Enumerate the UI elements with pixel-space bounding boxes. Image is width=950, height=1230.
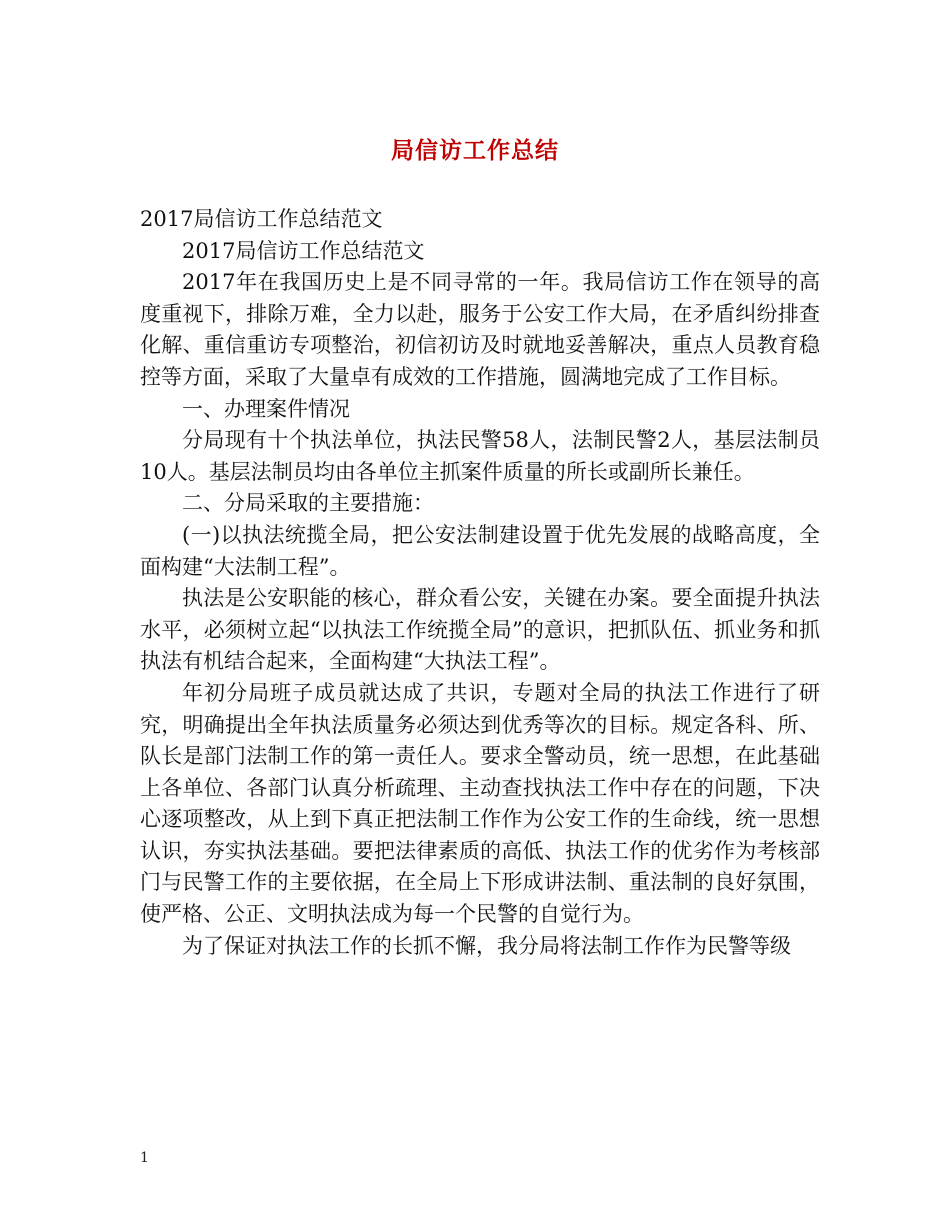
- subsection-heading: (一)以执法统揽全局，把公安法制建设置于优先发展的战略高度，全面构建“大法制工程”。: [140, 522, 820, 579]
- paragraph: 为了保证对执法工作的长抓不懈，我分局将法制工作作为民警等级: [182, 933, 791, 958]
- paragraph: 年初分局班子成员就达成了共识，专题对全局的执法工作进行了研究，明确提出全年执法质量务必须达到优秀等次的目标。规定各科、所、队长是部门法制工作的第一责任人。要求全警动员，统一思想，在此基础上各单位、各部门认真分析疏理、主动查找执法工作中存在的问题，下决心逐项整改，从上到下真正把法制工作作为公安工作的生命线，统一思想认识，夯实执法基础。要把法律素质的高低、执法工作的优劣作为考核部门与民警工作的主要依据，在全局上下形成讲法制、重法制的良好氛围，使严格、公正、文明执法成为每一个民警的自觉行为。: [140, 680, 820, 927]
- paragraph: 分局现有十个执法单位，执法民警58人，法制民警2人，基层法制员10人。基层法制员均由各单位主抓案件质量的所长或副所长兼任。: [140, 428, 820, 484]
- paragraph: 2017年在我国历史上是不同寻常的一年。我局信访工作在领导的高度重视下，排除万难，全力以赴，服务于公安工作大局，在矛盾纠纷排查化解、重信重访专项整治，初信初访及时就地妥善解决，重点人员教育稳控等方面，采取了大量卓有成效的工作措施，圆满地完成了工作目标。: [140, 270, 820, 389]
- paragraph: 执法是公安职能的核心，群众看公安，关键在办案。要全面提升执法水平，必须树立起“以执法工作统揽全局”的意识，把抓队伍、抓业务和抓执法有机结合起来，全面构建“大执法工程”。: [140, 586, 820, 674]
- paragraph: 2017局信访工作总结范文: [140, 207, 383, 231]
- paragraph: 2017局信访工作总结范文: [182, 238, 425, 263]
- document-body: [140, 204, 820, 962]
- section-heading: 二、分局采取的主要措施：: [182, 491, 434, 516]
- document-title: 局信访工作总结: [391, 138, 559, 164]
- section-heading: 一、办理案件情况: [182, 396, 350, 421]
- page-number: 1: [140, 1150, 149, 1166]
